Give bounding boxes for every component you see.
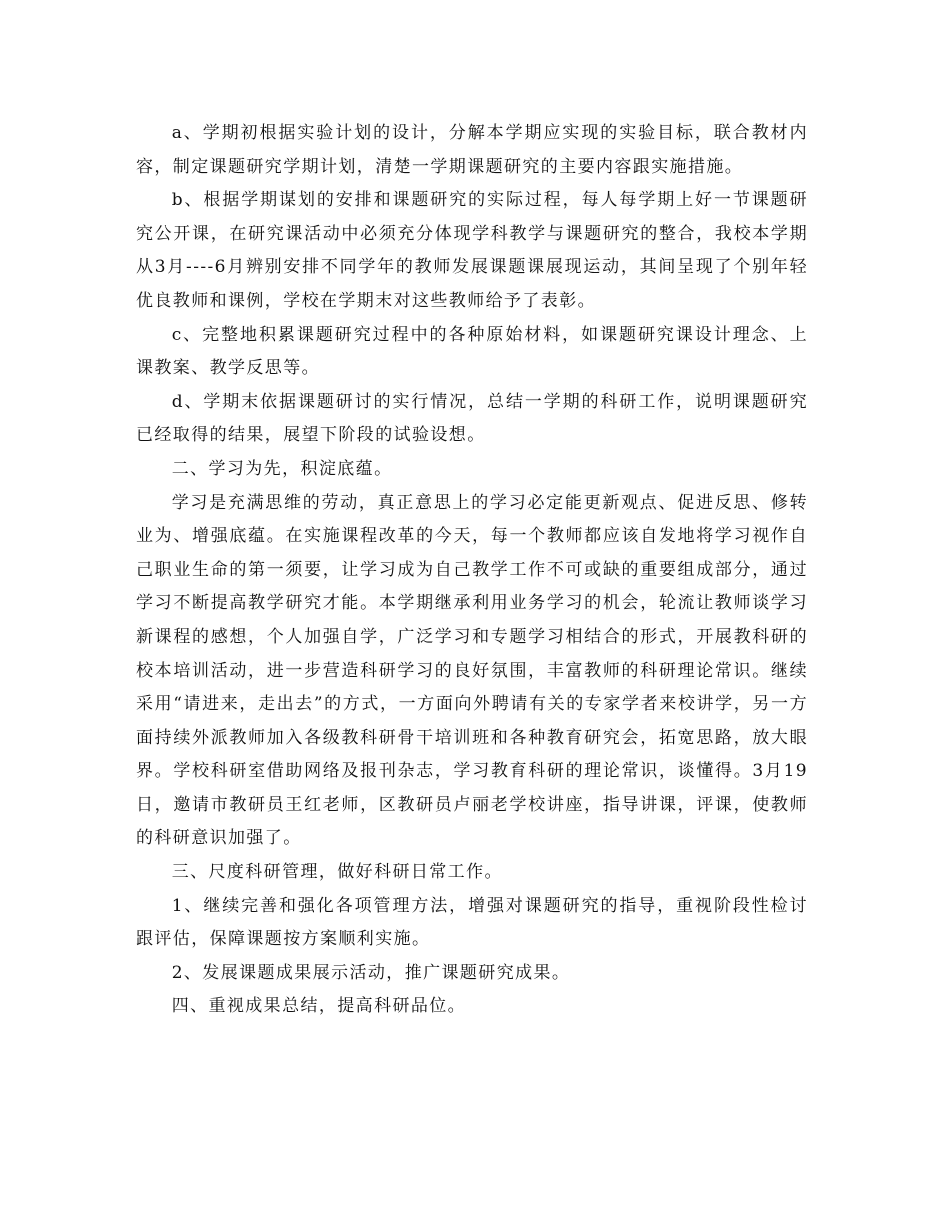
section-heading-2: 二、学习为先，积淀底蕴。 bbox=[171, 458, 393, 479]
paragraph-d: d、学期末依据课题研讨的实行情况，总结一学期的科研工作，说明课题研究已经取得的结果，展望下阶段的试验设想。 bbox=[136, 391, 808, 446]
paragraph-item-2: 2、发展课题成果展示活动，推广课题研究成果。 bbox=[171, 962, 571, 983]
section-heading-3: 三、尺度科研管理，做好科研日常工作。 bbox=[171, 862, 503, 883]
paragraph-c: c、完整地积累课题研究过程中的各种原始材料，如课题研究课设计理念、上课教案、教学反思等。 bbox=[136, 324, 808, 379]
paragraph-item-1: 1、继续完善和强化各项管理方法，增强对课题研究的指导，重视阶段性检讨跟评估，保障课题按方案顺利实施。 bbox=[136, 895, 808, 950]
document-body bbox=[136, 117, 808, 1024]
paragraph-study: 学习是充满思维的劳动，真正意思上的学习必定能更新观点、促进反思、修转业为、增强底蕴。在实施课程改革的今天，每一个教师都应该自发地将学习视作自己职业生命的第一须要，让学习成为自己教学工作不可或缺的重要组成部分，通过学习不断提高教学研究才能。本学期继承利用业务学习的机会，轮流让教师谈学习新课程的感想，个人加强自学，广泛学习和专题学习相结合的形式，开展教科研的校本培训活动，进一步营造科研学习的良好氛围，丰富教师的科研理论常识。继续采用“请进来，走出去”的方式，一方面向外聘请有关的专家学者来校讲学，另一方面持续外派教师加入各级教科研骨干培训班和各种教育研究会，拓宽思路，放大眼界。学校科研室借助网络及报刊杂志，学习教育科研的理论常识，谈懂得。3月19日，邀请市教研员王红老师，区教研员卢丽老学校讲座，指导讲课，评课，使教师的科研意识加强了。 bbox=[136, 492, 808, 849]
section-heading-4: 四、重视成果总结，提高科研品位。 bbox=[171, 996, 467, 1017]
paragraph-a: a、学期初根据实验计划的设计，分解本学期应实现的实验目标，联合教材内容，制定课题研究学期计划，清楚一学期课题研究的主要内容跟实施措施。 bbox=[136, 123, 808, 177]
paragraph-b: b、根据学期谋划的安排和课题研究的实际过程，每人每学期上好一节课题研究公开课，在研究课活动中必须充分体现学科教学与课题研究的整合，我校本学期从3月----6月辨别安排不同学年的教师发展课题课展现运动，其间呈现了个别年轻优良教师和课例，学校在学期末对这些教师给予了表彰。 bbox=[136, 190, 808, 311]
